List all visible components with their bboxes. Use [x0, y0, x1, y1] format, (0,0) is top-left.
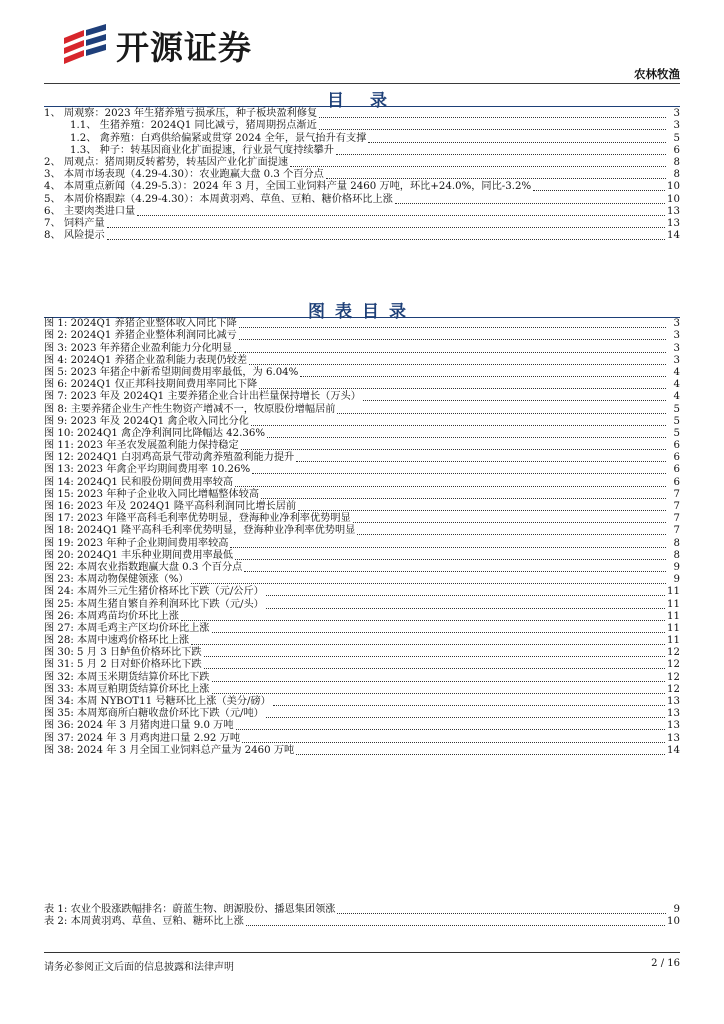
dot-leader: [368, 132, 666, 143]
toc-entry-text: 1.1、 生猪养殖：2024Q1 同比减亏，猪周期拐点渐近: [70, 120, 317, 132]
dot-leader: [241, 439, 666, 450]
figure-entry[interactable]: [44, 391, 680, 403]
figure-entry[interactable]: [44, 355, 680, 367]
toc-entry-text: 1.3、 种子：转基因商业化扩面提速，行业景气度持续攀升: [70, 144, 334, 156]
figure-entry[interactable]: [44, 696, 680, 708]
figure-entry-text: 图 20: 2024Q1 丰乐种业期间费用率最低: [44, 549, 234, 561]
figure-entry-text: 图 36: 2024 年 3 月猪肉进口量 9.0 万吨: [44, 720, 234, 732]
figure-entry[interactable]: [44, 367, 680, 379]
dot-leader: [236, 719, 665, 730]
toc-entry[interactable]: [44, 108, 680, 120]
dot-leader: [191, 634, 665, 645]
dot-leader: [239, 317, 666, 328]
figure-entry-page: 8: [673, 549, 680, 561]
toc-entry-page: 8: [673, 169, 680, 181]
toc-entry[interactable]: [44, 193, 680, 205]
brand-logo-icon: [62, 24, 110, 68]
dot-leader: [235, 476, 666, 487]
figure-entry-page: 6: [673, 440, 680, 452]
figure-entry-page: 6: [673, 452, 680, 464]
figure-entry-text: 图 33: 本周豆粕期货结算价环比上涨: [44, 683, 210, 695]
dot-leader: [267, 427, 666, 438]
figure-entry-text: 图 25: 本周生猪自繁自养利润环比下跌（元/头）: [44, 598, 264, 610]
figure-entry-text: 图 19: 2023 年种子企业期间费用率较高: [44, 537, 229, 549]
figure-entry-page: 13: [667, 732, 680, 744]
figure-entry[interactable]: [44, 416, 680, 428]
figure-entry-text: 图 8: 主要养猪企业生产性生物资产增减不一，牧原股份增幅居前: [44, 403, 336, 415]
toc-entry[interactable]: [44, 218, 680, 230]
figure-entry-text: 图 3: 2023 年养猪企业盈利能力分化明显: [44, 342, 233, 354]
figure-entry-text: 图 24: 本周外三元生猪价格环比下跌（元/公斤）: [44, 586, 264, 598]
figure-entry-text: 图 5: 2023 年猪企中新希望期间费用率最低，为 6.04%: [44, 366, 299, 378]
toc-entry-page: 13: [667, 217, 680, 229]
figure-entry[interactable]: [44, 342, 680, 354]
figure-entry[interactable]: [44, 623, 680, 635]
dot-leader: [230, 537, 666, 548]
toc-list: [44, 108, 680, 242]
figure-entry[interactable]: [44, 537, 680, 549]
toc-entry-page: 13: [667, 205, 680, 217]
figure-entry-text: 图 23: 本周动物保健领涨（%）: [44, 574, 189, 586]
figure-entry-page: 6: [673, 464, 680, 476]
figure-entry[interactable]: [44, 330, 680, 342]
toc-entry-text: 1.2、 禽养殖：白鸡供给偏紧或贯穿 2024 全年，景气抬升有支撑: [70, 132, 367, 144]
dot-leader: [204, 658, 665, 669]
figure-entry-text: 图 2: 2024Q1 养猪企业整体利润同比减亏: [44, 330, 237, 342]
dot-leader: [235, 549, 666, 560]
toc-entry-page: 8: [673, 156, 680, 168]
toc-entry-text: 5、 本周价格跟踪（4.29-4.30）：本周黄羽鸡、草鱼、豆粕、糖价格环比上涨: [44, 193, 393, 205]
figure-entry-text: 图 4: 2024Q1 养猪企业盈利能力表现仍较差: [44, 354, 248, 366]
dot-leader: [234, 342, 666, 353]
dot-leader: [249, 354, 666, 365]
toc-entry[interactable]: [44, 157, 680, 169]
figure-entry[interactable]: [44, 659, 680, 671]
figure-entry-page: 3: [673, 342, 680, 354]
figure-entry[interactable]: [44, 598, 680, 610]
figure-entry-text: 图 17: 2023 年隆平高科毛利率优势明显，登海种业净利率优势明显: [44, 513, 351, 525]
figure-entry[interactable]: [44, 635, 680, 647]
figure-entry-page: 12: [667, 671, 680, 683]
dot-leader: [337, 403, 666, 414]
figure-entry-page: 12: [667, 659, 680, 671]
toc-entry[interactable]: [44, 206, 680, 218]
figure-entry-text: 图 6: 2024Q1 仅正邦科技期间费用率同比下降: [44, 379, 258, 391]
figure-entry-page: 3: [673, 318, 680, 330]
figure-entry-text: 图 7: 2023 年及 2024Q1 主要养猪企业合计出栏量保持增长（万头）: [44, 391, 361, 403]
figure-entry-page: 13: [667, 696, 680, 707]
toc-entry-text: 3、 本周市场表现（4.29-4.30）：农业跑赢大盘 0.3 个百分点: [44, 169, 324, 181]
dot-leader: [290, 156, 666, 167]
figure-entry-page: 5: [673, 427, 680, 439]
header-divider: [44, 83, 680, 84]
table-entry[interactable]: [44, 904, 680, 916]
page-header: [0, 0, 724, 90]
dot-leader: [266, 585, 665, 596]
figure-entry[interactable]: [44, 318, 680, 330]
dot-leader: [533, 180, 665, 191]
figure-entry-text: 图 11: 2023 年圣农发展盈利能力保持稳定: [44, 440, 239, 452]
section-label: 农林牧渔: [634, 67, 680, 81]
page-number: 2 / 16: [651, 958, 680, 969]
dot-leader: [353, 512, 666, 523]
dot-leader: [212, 683, 666, 694]
toc-entry[interactable]: [44, 169, 680, 181]
figure-entry-text: 图 34: 本周 NYBOT11 号糖环比上涨（美分/磅）: [44, 696, 271, 707]
dot-leader: [266, 707, 665, 718]
dot-leader: [107, 229, 665, 240]
figure-entry-text: 图 37: 2024 年 3 月鸡肉进口量 2.92 万吨: [44, 732, 241, 744]
dot-leader: [363, 390, 666, 401]
table-entry[interactable]: [44, 916, 680, 928]
toc-entry[interactable]: [44, 145, 680, 157]
figure-entry[interactable]: [44, 586, 680, 598]
figure-entry-page: 13: [667, 708, 680, 720]
dot-leader: [212, 622, 666, 633]
figure-entry[interactable]: [44, 489, 680, 501]
tables-list: [44, 904, 680, 928]
figure-entry-text: 图 38: 2024 年 3 月全国工业饲料总产量为 2460 万吨: [44, 744, 295, 756]
figure-entry-text: 图 27: 本周毛鸡主产区均价环比上涨: [44, 622, 210, 634]
figure-entry[interactable]: [44, 708, 680, 720]
dot-leader: [300, 366, 666, 377]
figure-entry-text: 图 13: 2023 年禽企平均期间费用率 10.26%: [44, 464, 251, 476]
figure-entry-text: 图 10: 2024Q1 禽企净利润同比降幅达 42.36%: [44, 427, 266, 439]
figure-entry-page: 14: [667, 744, 680, 756]
dot-leader: [239, 329, 666, 340]
toc-entry[interactable]: [44, 230, 680, 242]
figure-entry-page: 13: [667, 720, 680, 732]
dot-leader: [273, 695, 665, 706]
dot-leader: [252, 463, 666, 474]
figure-entry-page: 7: [673, 501, 680, 512]
figure-entry[interactable]: [44, 611, 680, 623]
toc-entry[interactable]: [44, 132, 680, 144]
figure-entry-page: 9: [673, 561, 680, 573]
figure-entry-page: 4: [673, 366, 680, 378]
figure-entry[interactable]: [44, 732, 680, 744]
toc-entry-page: 10: [667, 181, 680, 193]
figure-entry-page: 6: [673, 476, 680, 488]
figure-entry-text: 图 18: 2024Q1 隆平高科毛利率优势明显，登海种业净利率优势明显: [44, 525, 356, 537]
dot-leader: [181, 610, 665, 621]
figure-entry[interactable]: [44, 720, 680, 732]
figure-entry[interactable]: [44, 745, 680, 757]
toc-entry-page: 14: [667, 230, 680, 242]
dot-leader: [337, 903, 666, 914]
dot-leader: [259, 378, 666, 389]
footer-divider: [44, 952, 680, 953]
figure-entry[interactable]: [44, 647, 680, 659]
table-entry-page: 10: [667, 916, 680, 928]
figure-entry-page: 12: [667, 683, 680, 695]
dot-leader: [319, 107, 666, 118]
figure-entry-page: 5: [673, 415, 680, 427]
dot-leader: [395, 193, 665, 204]
figure-entry-page: 11: [667, 622, 680, 634]
figure-entry[interactable]: [44, 452, 680, 464]
toc-entry-page: 6: [673, 144, 680, 156]
figure-entry-page: 9: [673, 574, 680, 586]
dot-leader: [212, 671, 666, 682]
figure-entry[interactable]: [44, 476, 680, 488]
figure-entry[interactable]: [44, 513, 680, 525]
figure-entry-text: 图 30: 5 月 3 日鲈鱼价格环比下跌: [44, 647, 202, 659]
figure-entry-text: 图 26: 本周鸡苗均价环比上涨: [44, 610, 179, 622]
toc-entry-text: 8、 风险提示: [44, 230, 105, 242]
dot-leader: [357, 524, 666, 535]
figure-entry-text: 图 9: 2023 年及 2024Q1 禽企收入同比分化: [44, 415, 249, 427]
table-entry-text: 表 1: 农业个股涨跌幅排名：蔚蓝生物、朗源股份、播恩集团领涨: [44, 904, 336, 916]
toc-entry-text: 2、 周观点：猪周期反转蓄势，转基因产业化扩面提速: [44, 156, 289, 168]
toc-entry-page: 10: [667, 193, 680, 205]
figure-entry-page: 3: [673, 354, 680, 366]
figure-entry-text: 图 32: 本周玉米期货结算价环比下跌: [44, 671, 210, 683]
figure-entry[interactable]: [44, 562, 680, 574]
dot-leader: [191, 573, 666, 584]
figure-entry-text: 图 1: 2024Q1 养猪企业整体收入同比下降: [44, 318, 237, 330]
figure-entry[interactable]: [44, 379, 680, 391]
figure-entry[interactable]: [44, 550, 680, 562]
dot-leader: [319, 119, 666, 130]
figure-entry-page: 11: [667, 598, 680, 610]
toc-entry-page: 3: [673, 120, 680, 132]
figure-entry[interactable]: [44, 574, 680, 586]
dot-leader: [298, 500, 666, 511]
figure-entry[interactable]: [44, 464, 680, 476]
table-entry-page: 9: [673, 904, 680, 916]
figure-entry[interactable]: [44, 440, 680, 452]
figure-entry-page: 12: [667, 647, 680, 659]
toc-entry-text: 4、 本周重点新闻（4.29-5.3）：2024 年 3 月，全国工业饲料产量 2460 万吨，环比+24.0%，同比-3.2%: [44, 181, 532, 193]
dot-leader: [107, 217, 665, 228]
figure-entry-text: 图 15: 2023 年种子企业收入同比增幅整体较高: [44, 488, 260, 500]
dot-leader: [336, 144, 666, 155]
toc-entry-page: 5: [673, 132, 680, 144]
dot-leader: [244, 561, 666, 572]
figure-entry-text: 图 16: 2023 年及 2024Q1 隆平高科利润同比增长居前: [44, 501, 297, 512]
dot-leader: [251, 415, 666, 426]
dot-leader: [296, 451, 666, 462]
figure-entry-text: 图 35: 本周郑商所白糖收盘价环比下跌（元/吨）: [44, 708, 264, 720]
dot-leader: [204, 646, 665, 657]
figure-entry-page: 4: [673, 379, 680, 391]
figure-entry-page: 11: [667, 610, 680, 622]
dot-leader: [242, 732, 665, 743]
figure-entry-text: 图 14: 2024Q1 民和股份期间费用率较高: [44, 476, 234, 488]
dot-leader: [261, 488, 666, 499]
figure-entry-text: 图 22: 本周农业指数跑赢大盘 0.3 个百分点: [44, 561, 243, 573]
dot-leader: [326, 168, 666, 179]
figure-entry-page: 7: [673, 525, 680, 537]
figures-title: 图表目录: [308, 302, 416, 322]
table-entry-text: 表 2: 本周黄羽鸡、草鱼、豆粕、糖环比上涨: [44, 916, 244, 928]
figure-entry-page: 11: [667, 586, 680, 598]
toc-entry-text: 7、 饲料产量: [44, 217, 105, 229]
figure-entry[interactable]: [44, 403, 680, 415]
figure-entry[interactable]: [44, 684, 680, 696]
figures-list: [44, 318, 680, 757]
toc-entry[interactable]: [44, 181, 680, 193]
figure-entry-text: 图 28: 本周中速鸡价格环比上涨: [44, 635, 190, 647]
dot-leader: [266, 598, 665, 609]
figure-entry[interactable]: [44, 501, 680, 513]
toc-entry-page: 3: [673, 108, 680, 120]
figure-entry-page: 8: [673, 537, 680, 549]
figure-entry[interactable]: [44, 428, 680, 440]
figure-entry-page: 11: [667, 635, 680, 647]
figure-entry[interactable]: [44, 525, 680, 537]
figure-entry-page: 7: [673, 513, 680, 525]
dot-leader: [246, 915, 665, 926]
figure-entry-page: 3: [673, 330, 680, 342]
toc-title: 目 录: [327, 91, 397, 111]
figure-entry-text: 图 12: 2024Q1 白羽鸡高景气带动禽养殖盈利能力提升: [44, 452, 295, 464]
figure-entry-page: 5: [673, 403, 680, 415]
footer-disclaimer: 请务必参阅正文后面的信息披露和法律声明: [44, 962, 234, 973]
toc-entry-text: 6、 主要肉类进口量: [44, 205, 136, 217]
brand-logo: [62, 22, 252, 69]
figure-entry-page: 7: [673, 488, 680, 500]
figure-entry[interactable]: [44, 671, 680, 683]
toc-entry[interactable]: [44, 120, 680, 132]
dot-leader: [296, 744, 665, 755]
figure-entry-page: 4: [673, 391, 680, 403]
toc-entry-text: 1、 周观察：2023 年生猪养殖亏损承压，种子板块盈利修复: [44, 108, 318, 120]
dot-leader: [137, 205, 665, 216]
brand-name: 开源证券: [116, 28, 252, 67]
figure-entry-text: 图 31: 5 月 2 日对虾价格环比下跌: [44, 659, 202, 671]
